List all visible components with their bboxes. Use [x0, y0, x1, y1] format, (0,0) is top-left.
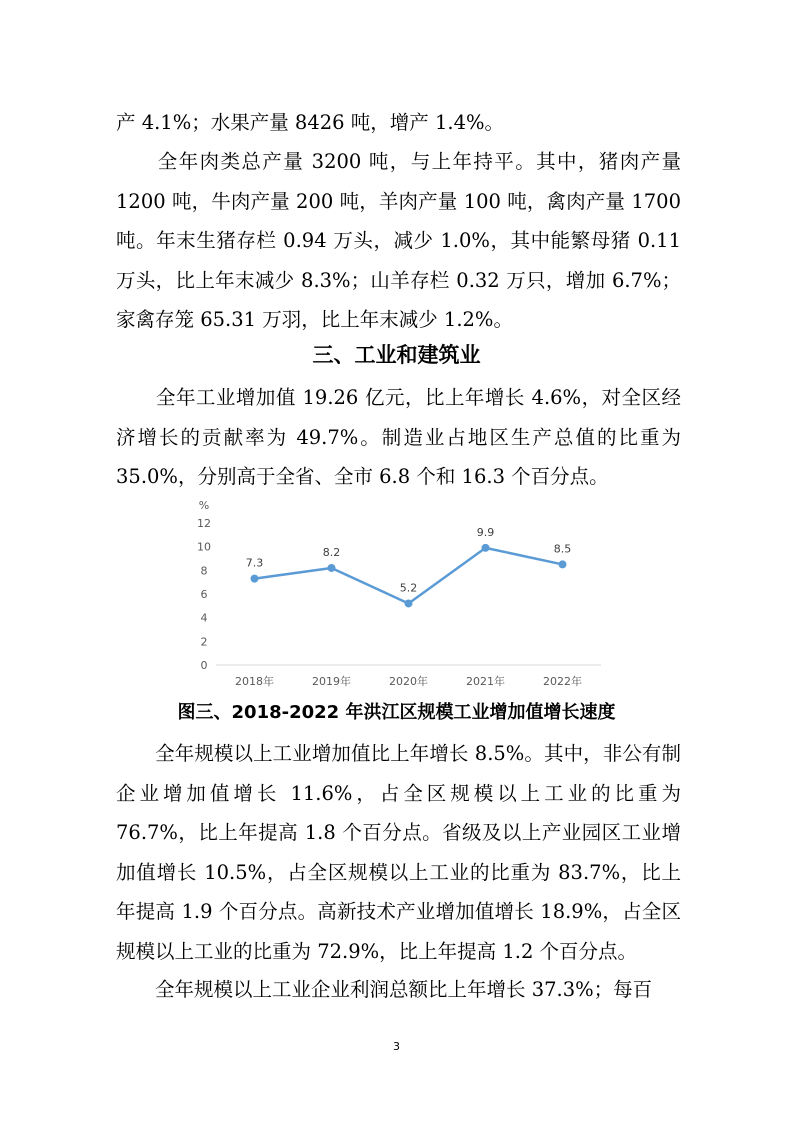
data-label: 5.2 — [399, 581, 418, 595]
y-axis-label: % — [198, 499, 210, 512]
data-point — [405, 599, 413, 607]
paragraph-profit: 全年规模以上工业企业利润总额比上年增长 37.3%；每百 — [116, 978, 653, 1001]
data-point — [482, 544, 490, 552]
x-tick-label: 2019年 — [312, 675, 351, 688]
data-label: 9.9 — [476, 525, 495, 539]
section-heading: 三、工业和建筑业 — [312, 343, 481, 367]
data-point — [251, 575, 259, 583]
y-tick-label: 12 — [197, 517, 211, 530]
paragraph-industry-value: 全年工业增加值 19.26 亿元，比上年增长 4.6%，对全区经济增长的贡献率为 49.7%。制造业占地区生产总值的比重为 35.0%，分别高于全省、全市 6.8 个和 16.3 个百分点。 — [116, 386, 681, 488]
x-tick-label: 2020年 — [389, 675, 428, 688]
y-tick-label: 10 — [197, 540, 211, 554]
y-tick-label: 4 — [200, 611, 208, 625]
x-tick-label: 2021年 — [466, 675, 505, 688]
page-number: 3 — [393, 1040, 400, 1053]
data-label: 8.2 — [322, 545, 341, 559]
data-label: 8.5 — [553, 542, 572, 556]
data-label: 7.3 — [245, 556, 264, 570]
y-tick-label: 8 — [200, 564, 208, 578]
y-tick-label: 0 — [200, 659, 208, 672]
paragraph-meat-output: 全年肉类总产量 3200 吨，与上年持平。其中，猪肉产量 1200 吨，牛肉产量 200 吨，羊肉产量 100 吨，禽肉产量 1700 吨。年末生猪存栏 0.94 万头，减少 1.0%，其中能繁母猪 0.11 万头，比上年末减少 8.3%；山羊存栏 0.32 万只，增加 6.7%；家禽存笼 65.31 万羽，比上年末减少 1.2%。 — [116, 150, 681, 331]
industry-growth-chart — [186, 495, 606, 695]
data-point — [328, 564, 336, 572]
chart-caption: 图三、2018-2022 年洪江区规模工业增加值增长速度 — [177, 702, 616, 723]
y-tick-label: 2 — [200, 635, 208, 649]
paragraph-crop-output: 产 4.1%；水果产量 8426 吨，增产 1.4%。 — [116, 111, 505, 134]
paragraph-scale-industry: 全年规模以上工业增加值比上年增长 8.5%。其中，非公有制企业增加值增长 11.6%，占全区规模以上工业的比重为 76.7%，比上年提高 1.8 个百分点。省级及以上产业园区工业增加值增长 10.5%，占全区规模以上工业的比重为 83.7%，比上年提高 1.9 个百分点。高新技术产业增加值增长 18.9%，占全区规模以上工业的比重为 72.9%，比上年提高 1.2 个百分点。 — [116, 742, 681, 963]
line-chart — [186, 495, 606, 695]
x-tick-label: 2018年 — [235, 675, 274, 688]
x-tick-label: 2022年 — [543, 675, 582, 688]
data-point — [559, 560, 567, 568]
y-tick-label: 6 — [200, 588, 208, 601]
series-line — [255, 545, 563, 604]
